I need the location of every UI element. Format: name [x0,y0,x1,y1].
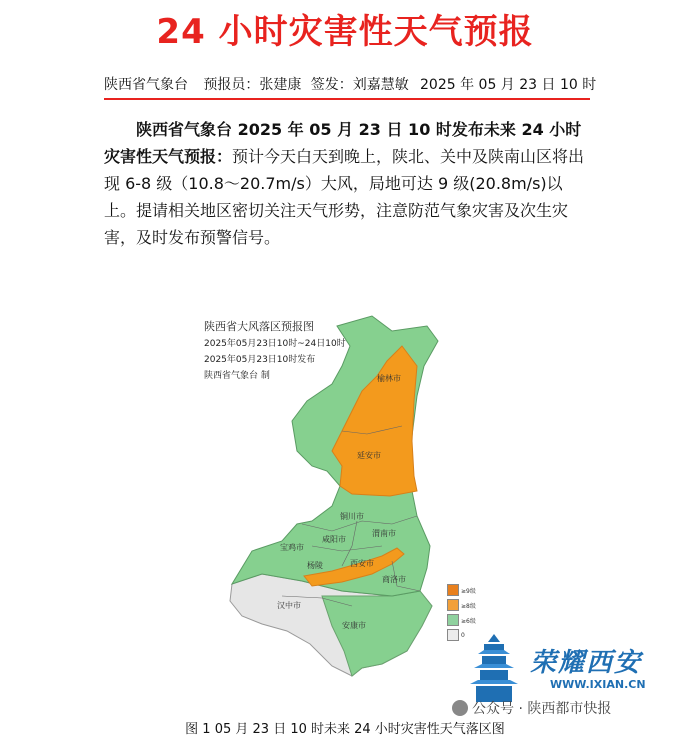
legend-item: ≥8级 [447,599,487,611]
page-title: 24 小时灾害性天气预报 [156,12,534,52]
map-issued: 2025年05月23日10时发布 [204,355,316,365]
wechat-watermark: 公众号 · 陕西都市快报 [452,698,611,718]
legend-item: ≥6级 [447,614,487,626]
city-label: 榆林市 [377,374,401,383]
city-label: 安康市 [342,621,366,630]
watermark-brand: 荣耀西安 [530,648,643,678]
city-label: 延安市 [357,451,381,460]
legend-item: 0 [447,629,487,641]
wind-forecast-map [192,306,502,711]
legend-item: ≥9级 [447,584,487,596]
watermark-url: WWW.IXIAN.CN [550,678,646,691]
map-title: 陕西省大风落区预报图 [204,320,314,333]
meta-issue-time: 2025 年 05 月 23 日 10 时 [420,77,597,93]
forecast-paragraph [104,116,594,251]
city-label: 汉中市 [277,601,301,610]
forecast-text: 预计今天白天到晚上，陕北、关中及陕南山区将出现 6-8 级（10.8～20.7m/s）大风，局地可达 9 级(20.8m/s)以上。提请相关地区密切关注天气形势，注意防范气象灾害及次生灾害，及时发布预警信号。 [104,147,585,247]
meta-signer: 签发：刘嘉慧敏 [310,77,409,93]
city-label: 宝鸡市 [280,543,304,552]
city-label: 渭南市 [372,529,396,538]
map-valid-period: 2025年05月23日10时~24日10时 [204,339,346,349]
meta-forecaster: 预报员：张建康 [203,77,302,93]
city-label: 西安市 [350,559,374,568]
meta-agency: 陕西省气象台 [104,77,188,93]
city-label: 铜川市 [340,512,364,521]
city-label: 咸阳市 [322,535,346,544]
meta-line [104,74,597,100]
figure-caption: 图 1 05 月 23 日 10 时未来 24 小时灾害性天气落区图 [185,722,505,737]
header-rule [104,98,590,100]
tower-logo-icon [470,632,518,704]
city-label: 商洛市 [382,575,406,584]
map-maker: 陕西省气象台 制 [204,371,270,381]
city-label: 杨陵 [307,561,323,570]
forecast-lead: 陕西省气象台 2025 年 05 月 23 日 10 时发布未来 24 小时灾害性天气预报： [104,120,582,166]
wechat-icon [452,700,468,716]
